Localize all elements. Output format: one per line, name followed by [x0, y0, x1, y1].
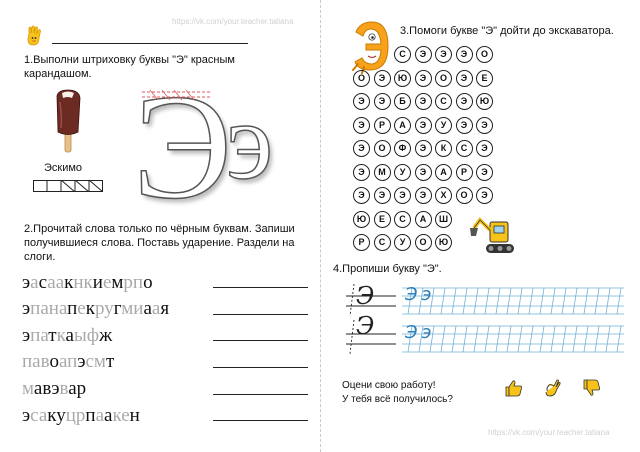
- letter-row-6: [22, 405, 140, 427]
- maze-cell[interactable]: Б: [394, 93, 411, 110]
- answer-line-1[interactable]: [213, 287, 308, 288]
- gray-letter: а: [55, 272, 65, 293]
- gray-letter: м: [121, 298, 134, 319]
- maze-cell[interactable]: Ю: [394, 70, 411, 87]
- eskimo-label: Эскимо: [44, 162, 83, 174]
- maze-cell[interactable]: Э: [353, 140, 370, 157]
- answer-line-2[interactable]: [213, 314, 308, 315]
- maze-cell[interactable]: А: [415, 211, 432, 228]
- gray-letter: п: [30, 325, 41, 346]
- letter-row-4: [22, 351, 114, 373]
- maze-cell[interactable]: Р: [353, 234, 370, 251]
- black-letter: к: [47, 405, 57, 426]
- black-letter: э: [22, 405, 31, 426]
- task1-text: 1.Выполни штриховку буквы "Э" красным карандашом.: [24, 54, 235, 80]
- gray-letter: м: [93, 351, 106, 372]
- maze-cell[interactable]: Э: [353, 93, 370, 110]
- black-letter: п: [67, 298, 78, 319]
- black-letter: э: [22, 325, 31, 346]
- answer-line-5[interactable]: [213, 394, 308, 395]
- gray-letter: у: [104, 298, 114, 319]
- maze-cell[interactable]: Э: [415, 117, 432, 134]
- maze-cell[interactable]: Э: [374, 93, 391, 110]
- maze-cell[interactable]: У: [394, 234, 411, 251]
- gray-letter: к: [56, 325, 66, 346]
- maze-cell[interactable]: М: [374, 164, 391, 181]
- gray-letter: н: [73, 272, 84, 293]
- gray-letter: е: [77, 298, 86, 319]
- gray-letter: в: [40, 351, 50, 372]
- answer-line-4[interactable]: [213, 367, 308, 368]
- black-letter: м: [111, 272, 124, 293]
- maze-cell[interactable]: Х: [435, 187, 452, 204]
- maze-cell[interactable]: К: [435, 140, 452, 157]
- shading-guide-lines: [140, 88, 212, 104]
- writing-lines: [346, 284, 624, 362]
- maze-cell[interactable]: О: [456, 187, 473, 204]
- sample-upper-letter-2: Э: [356, 312, 375, 340]
- maze-cell[interactable]: С: [394, 211, 411, 228]
- maze-cell[interactable]: С: [456, 140, 473, 157]
- name-line[interactable]: [52, 43, 248, 44]
- gray-letter: а: [151, 298, 161, 319]
- gray-letter: к: [112, 405, 122, 426]
- maze-cell[interactable]: Е: [374, 211, 391, 228]
- gray-letter: а: [40, 298, 49, 319]
- gray-letter: п: [30, 298, 41, 319]
- watermark-bottom: https://vk.com/your.teacher.tatiana: [488, 428, 610, 437]
- gray-letter: а: [38, 405, 48, 426]
- task2-text: 2.Прочитай слова только по чёрным буквам. Запиши получившиеся слова. Поставь ударение. Раздели на слоги.: [24, 223, 295, 263]
- maze-cell[interactable]: У: [435, 117, 452, 134]
- maze-cell[interactable]: Э: [415, 140, 432, 157]
- black-letter: а: [68, 378, 77, 399]
- maze-cell[interactable]: Э: [374, 187, 391, 204]
- page-divider: [320, 0, 321, 452]
- gray-letter: а: [47, 272, 56, 293]
- eskimo-icecream-icon: [48, 88, 88, 154]
- gray-letter: к: [83, 272, 93, 293]
- black-letter: я: [160, 298, 170, 319]
- maze-cell[interactable]: Ш: [435, 211, 452, 228]
- small-letter-outline[interactable]: э: [226, 80, 274, 202]
- maze-cell[interactable]: Р: [456, 164, 473, 181]
- maze-cell[interactable]: Э: [435, 46, 452, 63]
- black-letter: у: [56, 405, 66, 426]
- gray-letter: с: [30, 405, 39, 426]
- gray-letter: и: [133, 298, 144, 319]
- big-letter-outline[interactable]: Э: [133, 64, 233, 230]
- eval-line-2: У тебя всё получилось?: [342, 394, 453, 405]
- answer-line-6[interactable]: [213, 420, 308, 421]
- maze-cell[interactable]: Э: [353, 117, 370, 134]
- maze-cell[interactable]: Э: [456, 93, 473, 110]
- maze-cell[interactable]: Р: [374, 117, 391, 134]
- maze-cell[interactable]: Э: [456, 70, 473, 87]
- gray-letter: ы: [73, 325, 87, 346]
- black-letter: т: [105, 351, 115, 372]
- maze-cell[interactable]: О: [435, 70, 452, 87]
- black-letter: о: [49, 351, 59, 372]
- maze-cell[interactable]: Э: [415, 46, 432, 63]
- letter-row-3: [22, 325, 112, 347]
- letter-row-2: [22, 298, 169, 320]
- black-letter: в: [42, 378, 52, 399]
- gray-letter: с: [85, 351, 94, 372]
- maze-cell[interactable]: Э: [476, 164, 493, 181]
- maze-cell[interactable]: С: [394, 46, 411, 63]
- gray-letter: а: [32, 351, 41, 372]
- maze-cell[interactable]: Э: [394, 187, 411, 204]
- task3-text: 3.Помоги букве "Э" дойти до экскаватора.: [400, 25, 614, 37]
- gray-letter: п: [132, 272, 144, 293]
- eval-line-1: Оцени свою работу!: [342, 380, 436, 391]
- gray-letter: п: [67, 351, 78, 372]
- black-letter: а: [104, 405, 113, 426]
- maze-cell[interactable]: Е: [476, 70, 493, 87]
- black-letter: к: [85, 298, 95, 319]
- blue-sample-row-1: Ээ: [405, 284, 436, 305]
- black-letter: и: [92, 272, 103, 293]
- gray-letter: ф: [86, 325, 100, 346]
- gray-letter: а: [30, 272, 39, 293]
- gray-letter: е: [121, 405, 130, 426]
- maze-cell[interactable]: О: [374, 140, 391, 157]
- maze-cell[interactable]: А: [435, 164, 452, 181]
- thumbs-down-icon[interactable]: [582, 378, 602, 398]
- excavator-icon: [468, 212, 516, 256]
- gray-letter: н: [48, 298, 59, 319]
- maze-cell[interactable]: Ю: [476, 93, 493, 110]
- task4-text: 4.Пропиши букву "Э".: [333, 263, 442, 275]
- maze-cell[interactable]: Э: [374, 70, 391, 87]
- waving-hand-icon: [24, 24, 48, 48]
- maze-cell[interactable]: Э: [415, 93, 432, 110]
- maze-cell[interactable]: А: [394, 117, 411, 134]
- gray-letter: м: [22, 378, 34, 399]
- maze-cell[interactable]: О: [476, 46, 493, 63]
- maze-cell[interactable]: Э: [456, 117, 473, 134]
- gray-letter: р: [94, 298, 105, 319]
- thumbs-up-icon[interactable]: [504, 378, 524, 398]
- maze-cell[interactable]: Э: [415, 70, 432, 87]
- maze-cell[interactable]: Э: [476, 117, 493, 134]
- maze-cell[interactable]: С: [435, 93, 452, 110]
- maze-cell[interactable]: Э: [415, 187, 432, 204]
- gray-letter: в: [59, 378, 69, 399]
- maze-cell[interactable]: Э: [476, 140, 493, 157]
- black-letter: г: [113, 298, 122, 319]
- maze-cell[interactable]: Ф: [394, 140, 411, 157]
- gray-letter: п: [22, 351, 33, 372]
- gray-letter: ц: [65, 405, 76, 426]
- black-letter: р: [76, 378, 87, 399]
- maze-cell[interactable]: Э: [456, 46, 473, 63]
- gray-letter: р: [75, 405, 86, 426]
- gray-letter: р: [123, 272, 133, 293]
- watermark-top: https://vk.com/your.teacher.tatiana: [172, 17, 294, 26]
- letter-row-1: [22, 272, 153, 294]
- maze-cell[interactable]: С: [374, 234, 391, 251]
- letter-row-5: [22, 378, 86, 400]
- black-letter: а: [65, 325, 74, 346]
- word-scheme: [33, 180, 103, 192]
- maze-cell[interactable]: Э: [415, 164, 432, 181]
- black-letter: э: [22, 272, 31, 293]
- letter-mascot-icon: [350, 20, 394, 74]
- maze-cell[interactable]: Ю: [353, 211, 370, 228]
- sample-upper-letter-1: Э: [356, 282, 375, 310]
- maze-cell[interactable]: У: [394, 164, 411, 181]
- ok-hand-icon[interactable]: [543, 378, 563, 398]
- gray-letter: а: [40, 325, 49, 346]
- black-letter: э: [22, 298, 31, 319]
- maze-cell[interactable]: Э: [353, 187, 370, 204]
- maze-cell[interactable]: Э: [353, 164, 370, 181]
- black-letter: с: [38, 272, 48, 293]
- black-letter: к: [64, 272, 74, 293]
- answer-line-3[interactable]: [213, 340, 308, 341]
- gray-letter: а: [58, 298, 68, 319]
- black-letter: о: [143, 272, 153, 293]
- black-letter: а: [143, 298, 152, 319]
- black-letter: н: [129, 405, 140, 426]
- gray-letter: а: [95, 405, 105, 426]
- maze-cell[interactable]: О: [353, 70, 370, 87]
- gray-letter: а: [58, 351, 68, 372]
- blue-sample-row-2: Ээ: [405, 322, 436, 343]
- black-letter: э: [51, 378, 60, 399]
- black-letter: т: [48, 325, 57, 346]
- maze-cell[interactable]: О: [415, 234, 432, 251]
- black-letter: п: [85, 405, 96, 426]
- maze-cell[interactable]: Э: [476, 187, 493, 204]
- maze-cell[interactable]: Ю: [435, 234, 452, 251]
- black-letter: ж: [99, 325, 113, 346]
- gray-letter: е: [102, 272, 112, 293]
- black-letter: а: [33, 378, 43, 399]
- black-letter: э: [77, 351, 86, 372]
